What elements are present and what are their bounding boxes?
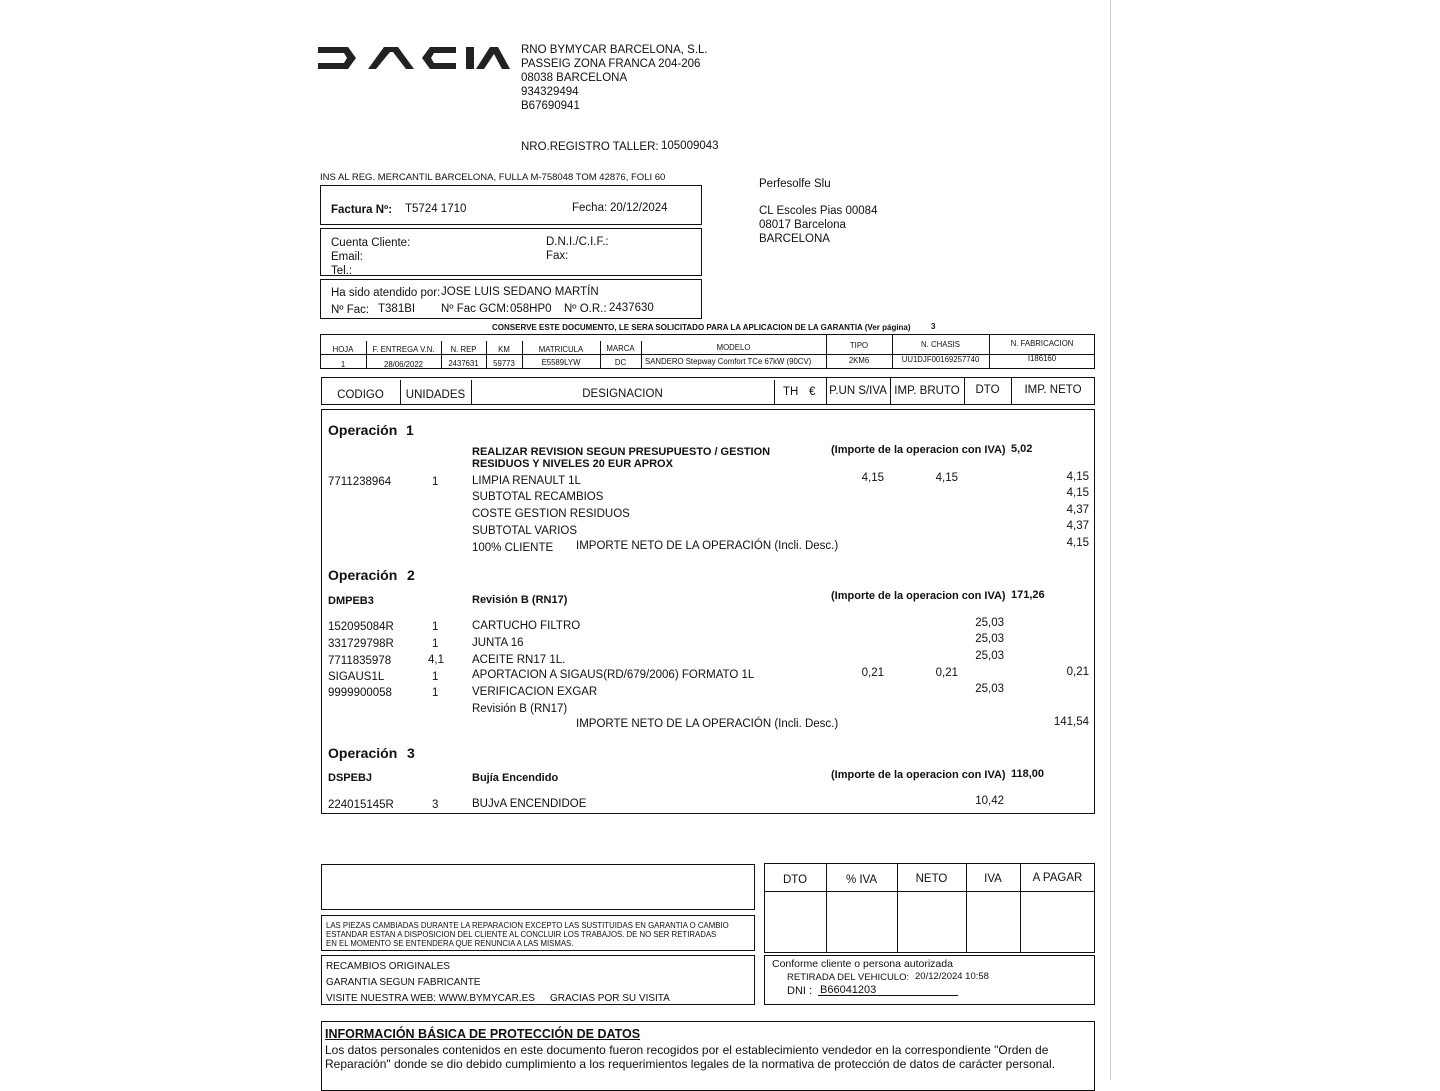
- company-address: PASSEIG ZONA FRANCA 204-206: [521, 58, 701, 70]
- op1-desc2: RESIDUOS Y NIVELES 20 EUR APROX: [472, 458, 673, 470]
- op2-importe-label: (Importe de la operacion con IVA): [831, 590, 1006, 602]
- fecha-value: 20/12/2024: [610, 202, 668, 214]
- registry-label: NRO.REGISTRO TALLER:: [521, 141, 659, 153]
- items-body: [321, 409, 1095, 814]
- op2-line-item: ACEITE RN17 1L.: [472, 654, 566, 666]
- vv-chasis: UU1DJF00169257740: [901, 355, 980, 364]
- op1-subtotal-rec-label: SUBTOTAL RECAMBIOS: [472, 491, 604, 503]
- op3-title: Operación: [328, 745, 398, 761]
- col-bruto: IMP. BRUTO: [894, 385, 960, 397]
- warranty-note: CONSERVE ESTE DOCUMENTO, LE SERA SOLICITADO PARA LA APLICACION DE LA GARANTIA (Ver página): [492, 323, 911, 332]
- totals-iva-pct: % IVA: [845, 874, 878, 886]
- col-th: TH: [783, 386, 799, 398]
- op1-importe-label: (Importe de la operacion con IVA): [831, 444, 1006, 456]
- factura-label: Factura Nº:: [331, 204, 393, 216]
- company-phone: 934329494: [521, 86, 579, 98]
- op3-importe-value: 118,00: [1011, 768, 1045, 780]
- vv-fabricacion: I186160: [1027, 354, 1057, 363]
- warranty-page: 3: [931, 322, 936, 331]
- vv-modelo: SANDERO Stepway Comfort TCe 67kW (90CV): [645, 357, 812, 366]
- op2-footer-desc: Revisión B (RN17): [472, 703, 568, 715]
- email-label: Email:: [331, 251, 363, 263]
- totals-neto: NETO: [915, 873, 948, 885]
- op2-line-item: VERIFICACION EXGAR: [472, 686, 598, 698]
- vv-km: 59773: [493, 359, 515, 368]
- totals-dto: DTO: [782, 874, 808, 886]
- op2-code: DMPEB3: [328, 595, 374, 607]
- op1-subtotal-var-label: SUBTOTAL VARIOS: [472, 525, 578, 537]
- registry-value: 105009043: [661, 140, 719, 152]
- col-dto: DTO: [975, 384, 1000, 396]
- vh-km: KM: [498, 345, 510, 354]
- op2-line-units: 4,1: [428, 654, 444, 666]
- op1-desc1: REALIZAR REVISION SEGUN PRESUPUESTO / GESTION: [472, 446, 771, 458]
- vh-tipo: TIPO: [849, 341, 869, 350]
- op1-importe-neto-label: IMPORTE NETO DE LA OPERACIÓN (Incli. Desc.): [576, 540, 839, 552]
- vv-matricula: E5589LYW: [541, 358, 581, 367]
- gcm-value: 058HP0: [510, 303, 552, 315]
- vv-nrep: 2437631: [448, 359, 479, 368]
- op3-desc: Bujía Encendido: [472, 772, 559, 784]
- op2-line-code: 331729798R: [328, 638, 394, 650]
- op1-cliente-label: 100% CLIENTE: [472, 542, 554, 554]
- op1-bruto: 4,15: [935, 472, 958, 484]
- op1-item: LIMPIA RENAULT 1L: [472, 475, 581, 487]
- tel-label: Tel.:: [331, 265, 353, 277]
- gcm-label: Nº Fac GCM:: [441, 303, 510, 315]
- op1-coste-label: COSTE GESTION RESIDUOS: [472, 508, 630, 520]
- op1-importe-neto-value: 4,15: [1066, 537, 1089, 549]
- vh-nrep: N. REP: [450, 345, 477, 354]
- fax-label: Fax:: [546, 250, 569, 262]
- vh-fabricacion: N. FABRICACION: [1010, 339, 1074, 348]
- vh-hoja: HOJA: [332, 345, 354, 354]
- col-eur: €: [809, 386, 816, 398]
- recambios-originales: RECAMBIOS ORIGINALES: [326, 961, 450, 972]
- op3-line-code: 224015145R: [328, 799, 394, 811]
- op2-line-item: JUNTA 16: [472, 637, 524, 649]
- dni-label: DNI :: [787, 985, 813, 997]
- op1-title: Operación: [328, 422, 398, 438]
- nfac-value: T381BI: [378, 303, 416, 315]
- legal-line2: ESTANDAR ESTAN A DISPOSICION DEL CLIENTE AL CONCLUIR LOS TRABAJOS. DE NO SER RETIRADAS: [326, 930, 717, 939]
- company-city: 08038 BARCELONA: [521, 72, 628, 84]
- op1-code: 7711238964: [328, 476, 392, 488]
- op2-line-units: 1: [432, 638, 439, 650]
- attended-label: Ha sido atendido por:: [331, 287, 441, 299]
- vh-marca: MARCA: [606, 344, 635, 353]
- or-value: 2437630: [609, 302, 654, 314]
- nfac-label: Nº Fac:: [331, 304, 370, 316]
- dni-cif-label: D.N.I./C.I.F.:: [546, 236, 609, 248]
- op2-line-units: 1: [432, 621, 439, 633]
- or-label: Nº O.R.:: [564, 303, 607, 315]
- retirada-label: RETIRADA DEL VEHICULO:: [787, 972, 910, 983]
- dacia-logo: [318, 44, 510, 72]
- conforme-text: Conforme cliente o persona autorizada: [772, 958, 953, 970]
- web-link[interactable]: VISITE NUESTRA WEB: WWW.BYMYCAR.ES: [326, 993, 535, 1004]
- vh-matricula: MATRICULA: [538, 345, 584, 354]
- retirada-value: 20/12/2024 10:58: [915, 971, 989, 982]
- col-codigo: CODIGO: [337, 389, 384, 401]
- customer-street: CL Escoles Pias 00084: [759, 205, 878, 217]
- vv-fentrega: 28/06/2022: [383, 360, 424, 369]
- op3-num: 3: [407, 745, 415, 761]
- op2-importe-neto-label: IMPORTE NETO DE LA OPERACIÓN (Incli. Desc.): [576, 718, 839, 730]
- op1-units: 1: [432, 476, 439, 488]
- op1-importe-value: 5,02: [1011, 443, 1033, 455]
- op2-line-dto: 25,03: [975, 650, 1004, 662]
- page-edge-line: [1110, 0, 1111, 1080]
- op2-line-neto: 0,21: [1066, 666, 1089, 678]
- privacy-line2: Reparación" donde se dio debido cumplimiento a los requerimientos legales de la normativa de protección de datos de carácter personal.: [325, 1057, 1056, 1071]
- customer-city: 08017 Barcelona: [759, 219, 846, 231]
- company-name: RNO BYMYCAR BARCELONA, S.L.: [521, 44, 708, 56]
- op3-line-units: 3: [432, 799, 439, 811]
- op2-line-pun: 0,21: [861, 667, 884, 679]
- gracias-text: GRACIAS POR SU VISITA: [550, 993, 670, 1004]
- attended-name: JOSE LUIS SEDANO MARTÍN: [441, 286, 599, 298]
- vh-modelo: MODELO: [716, 343, 751, 352]
- op2-line-bruto: 0,21: [935, 667, 958, 679]
- op2-line-item: CARTUCHO FILTRO: [472, 620, 581, 632]
- col-unidades: UNIDADES: [405, 389, 466, 401]
- op2-line-code: SIGAUS1L: [328, 671, 385, 683]
- op2-line-units: 1: [432, 687, 439, 699]
- op2-line-units: 1: [432, 671, 439, 683]
- vv-hoja: 1: [340, 360, 346, 369]
- op1-subtotal-var-value: 4,37: [1066, 520, 1089, 532]
- garantia-fabricante: GARANTIA SEGUN FABRICANTE: [326, 977, 481, 988]
- privacy-title: INFORMACIÓN BÁSICA DE PROTECCIÓN DE DATOS: [325, 1027, 641, 1041]
- legal-line1: LAS PIEZAS CAMBIADAS DURANTE LA REPARACION EXCEPTO LAS SUSTITUIDAS EN GARANTIA O CAMBIO: [326, 921, 729, 930]
- col-pun: P.UN S/IVA: [829, 385, 887, 397]
- customer-name: Perfesolfe Slu: [759, 178, 831, 190]
- vv-marca: DC: [614, 358, 627, 367]
- op2-importe-neto-value: 141,54: [1053, 716, 1089, 728]
- dni-value: B66041203: [820, 984, 877, 996]
- op3-line-dto: 10,42: [975, 795, 1004, 807]
- customer-region: BARCELONA: [759, 233, 830, 245]
- op2-line-dto: 25,03: [975, 633, 1004, 645]
- op3-importe-label: (Importe de la operacion con IVA): [831, 769, 1006, 781]
- footer-blank-box: [321, 864, 755, 910]
- op1-num: 1: [406, 422, 414, 438]
- mercantil-registry: INS AL REG. MERCANTIL BARCELONA, FULLA M-758048 TOM 42876, FOLI 60: [320, 172, 666, 183]
- op2-title: Operación: [328, 567, 398, 583]
- op2-line-code: 9999900058: [328, 687, 392, 699]
- op2-line-dto: 25,03: [975, 683, 1004, 695]
- cuenta-cliente-label: Cuenta Cliente:: [331, 237, 411, 249]
- op2-num: 2: [407, 567, 415, 583]
- op2-line-code: 7711835978: [328, 655, 392, 667]
- vh-fentrega: F. ENTREGA V.N.: [372, 345, 435, 354]
- fecha-label: Fecha:: [572, 202, 608, 214]
- factura-number: T5724 1710: [405, 203, 467, 215]
- totals-a-pagar: A PAGAR: [1032, 872, 1083, 884]
- op2-line-dto: 25,03: [975, 617, 1004, 629]
- col-neto: IMP. NETO: [1024, 384, 1082, 396]
- company-cif: B67690941: [521, 100, 580, 112]
- op1-pun: 4,15: [861, 472, 884, 484]
- op1-coste-value: 4,37: [1066, 504, 1089, 516]
- op3-line-item: BUJvA ENCENDIDOE: [472, 798, 587, 810]
- op2-importe-value: 171,26: [1011, 589, 1045, 601]
- vv-tipo: 2KM6: [848, 356, 870, 365]
- col-designacion: DESIGNACION: [582, 388, 663, 400]
- op3-code: DSPEBJ: [328, 772, 373, 784]
- op1-subtotal-rec-value: 4,15: [1066, 487, 1089, 499]
- privacy-line1: Los datos personales contenidos en este documento fueron recogidos por el establecimiento vendedor en la correspondiente "Orden de: [325, 1043, 1049, 1057]
- op2-desc: Revisión B (RN17): [472, 594, 568, 606]
- legal-line3: EN EL MOMENTO SE ENTENDERA QUE RENUNCIA A LAS MISMAS.: [326, 939, 574, 948]
- op1-neto: 4,15: [1066, 471, 1089, 483]
- op2-line-item: APORTACION A SIGAUS(RD/679/2006) FORMATO 1L: [472, 669, 755, 681]
- totals-iva: IVA: [984, 873, 1002, 885]
- vh-chasis: N. CHASIS: [921, 340, 960, 349]
- op2-line-code: 152095084R: [328, 621, 394, 633]
